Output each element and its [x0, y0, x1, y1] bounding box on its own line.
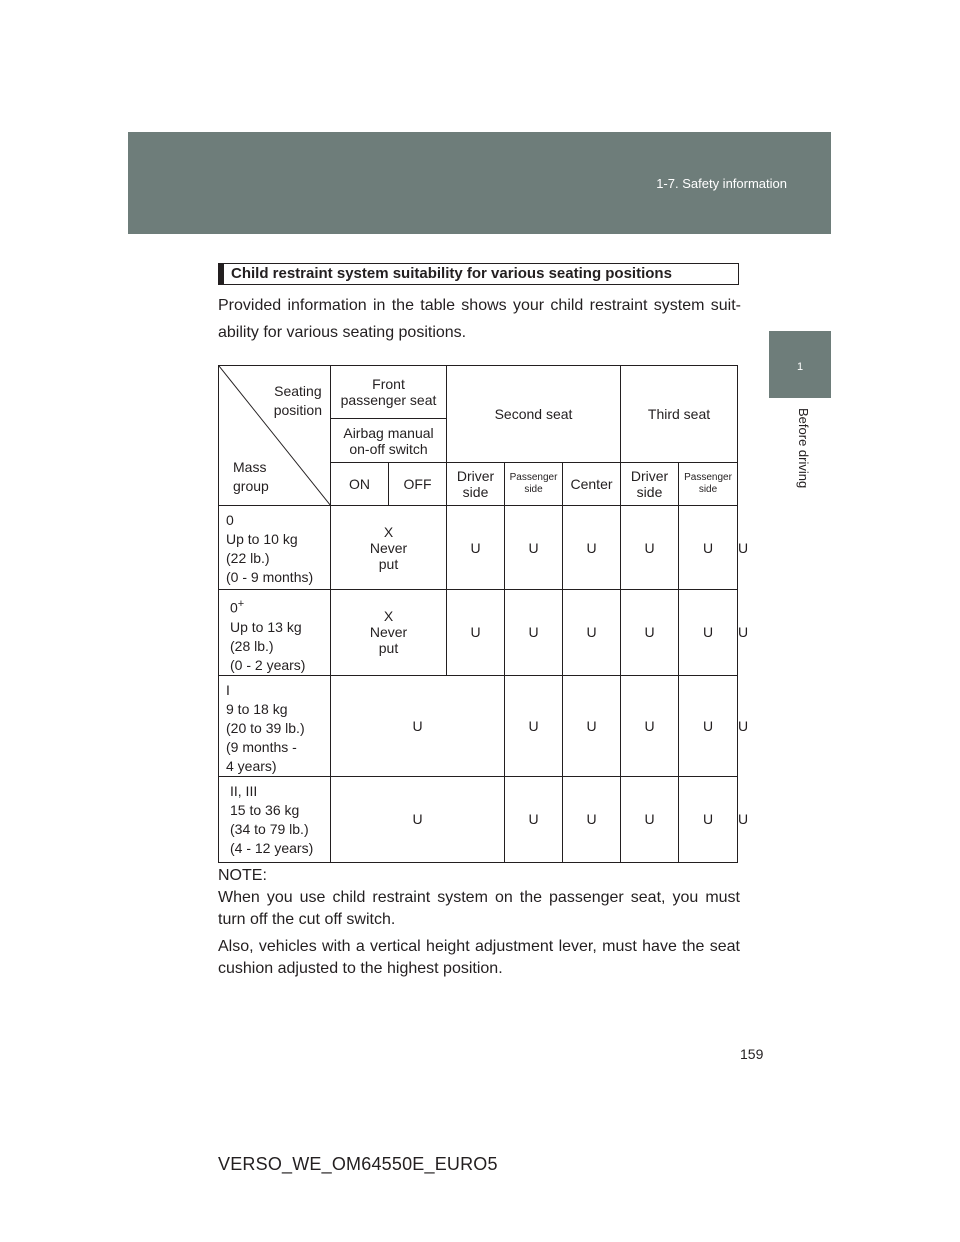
- value-cell: U: [621, 675, 679, 776]
- third-passenger-side-header: Passenger side: [679, 463, 738, 506]
- table-row: I 9 to 18 kg (20 to 39 lb.) (9 months - 4 years) U U U U U U: [219, 675, 738, 776]
- corner-header-cell: [219, 366, 331, 506]
- table-row: 0 Up to 10 kg (22 lb.) (0 - 9 months) X Never put U U U U U U: [219, 506, 738, 590]
- table-row: 0+ Up to 13 kg (28 lb.) (0 - 2 years) X Never put U U U U U U: [219, 590, 738, 676]
- front-seat-cell: U: [331, 776, 505, 862]
- table-row: II, III 15 to 36 kg (34 to 79 lb.) (4 - 12 years) U U U U U U: [219, 776, 738, 862]
- value-cell: U: [505, 590, 563, 676]
- chapter-label: Before driving: [796, 408, 811, 489]
- front-seat-cell: X Never put: [331, 506, 447, 590]
- document-code: VERSO_WE_OM64550E_EURO5: [218, 1154, 498, 1174]
- seating-position-label: Seating position: [273, 383, 322, 418]
- value-cell: U: [563, 506, 621, 590]
- note-line-1: When you use child restraint system on the passenger seat, you must turn off the cut off switch.: [218, 889, 740, 928]
- mass-group-cell: I 9 to 18 kg (20 to 39 lb.) (9 months - 4 years): [219, 675, 331, 776]
- on-header: ON: [331, 463, 389, 506]
- mass-group-label: Mass group: [233, 459, 269, 494]
- mass-group-cell: II, III 15 to 36 kg (34 to 79 lb.) (4 - 12 years): [219, 776, 331, 862]
- front-seat-cell: U: [331, 675, 505, 776]
- chapter-number: 1: [796, 361, 804, 373]
- note-line-2: Also, vehicles with a vertical height adjustment lever, must have the seat cushion adjusted to the highest position.: [218, 938, 740, 977]
- value-cell: U: [505, 776, 563, 862]
- note-label: NOTE:: [218, 867, 267, 884]
- value-cell: U: [621, 590, 679, 676]
- chapter-tab: [769, 331, 831, 398]
- value-cell: U: [621, 776, 679, 862]
- third-seat-header: Third seat: [621, 366, 738, 463]
- value-cell: U: [505, 675, 563, 776]
- third-driver-side-header: Driver side: [621, 463, 679, 506]
- second-passenger-side-header: Passenger side: [505, 463, 563, 506]
- value-cell: U: [563, 675, 621, 776]
- airbag-switch-header: Airbag manual on-off switch: [331, 419, 447, 463]
- header-title: 1-7. Safety information: [656, 176, 787, 191]
- value-cell: U: [679, 590, 738, 676]
- value-cell: U: [563, 776, 621, 862]
- front-passenger-seat-header: Front passenger seat: [331, 366, 447, 419]
- value-cell: U: [621, 506, 679, 590]
- value-cell: U: [447, 506, 505, 590]
- second-seat-header: Second seat: [447, 366, 621, 463]
- value-cell: U: [679, 776, 738, 862]
- value-cell: U: [679, 675, 738, 776]
- page-number: 159: [740, 1046, 764, 1062]
- section-heading: Child restraint system suitability for various seating positions: [218, 263, 739, 285]
- mass-group-cell: 0+ Up to 13 kg (28 lb.) (0 - 2 years): [219, 590, 331, 676]
- value-cell: U: [447, 590, 505, 676]
- value-cell: U: [505, 506, 563, 590]
- value-cell: U: [679, 506, 738, 590]
- note-block: [218, 865, 740, 980]
- front-seat-cell: X Never put: [331, 590, 447, 676]
- mass-group-cell: 0 Up to 10 kg (22 lb.) (0 - 9 months): [219, 506, 331, 590]
- second-driver-side-header: Driver side: [447, 463, 505, 506]
- suitability-table: [218, 365, 749, 863]
- header-bar: [128, 132, 831, 234]
- value-cell: U: [563, 590, 621, 676]
- intro-paragraph: Provided information in the table shows your child restraint system suit-ability for various seating positions.: [218, 297, 741, 341]
- off-header: OFF: [389, 463, 447, 506]
- second-center-header: Center: [563, 463, 621, 506]
